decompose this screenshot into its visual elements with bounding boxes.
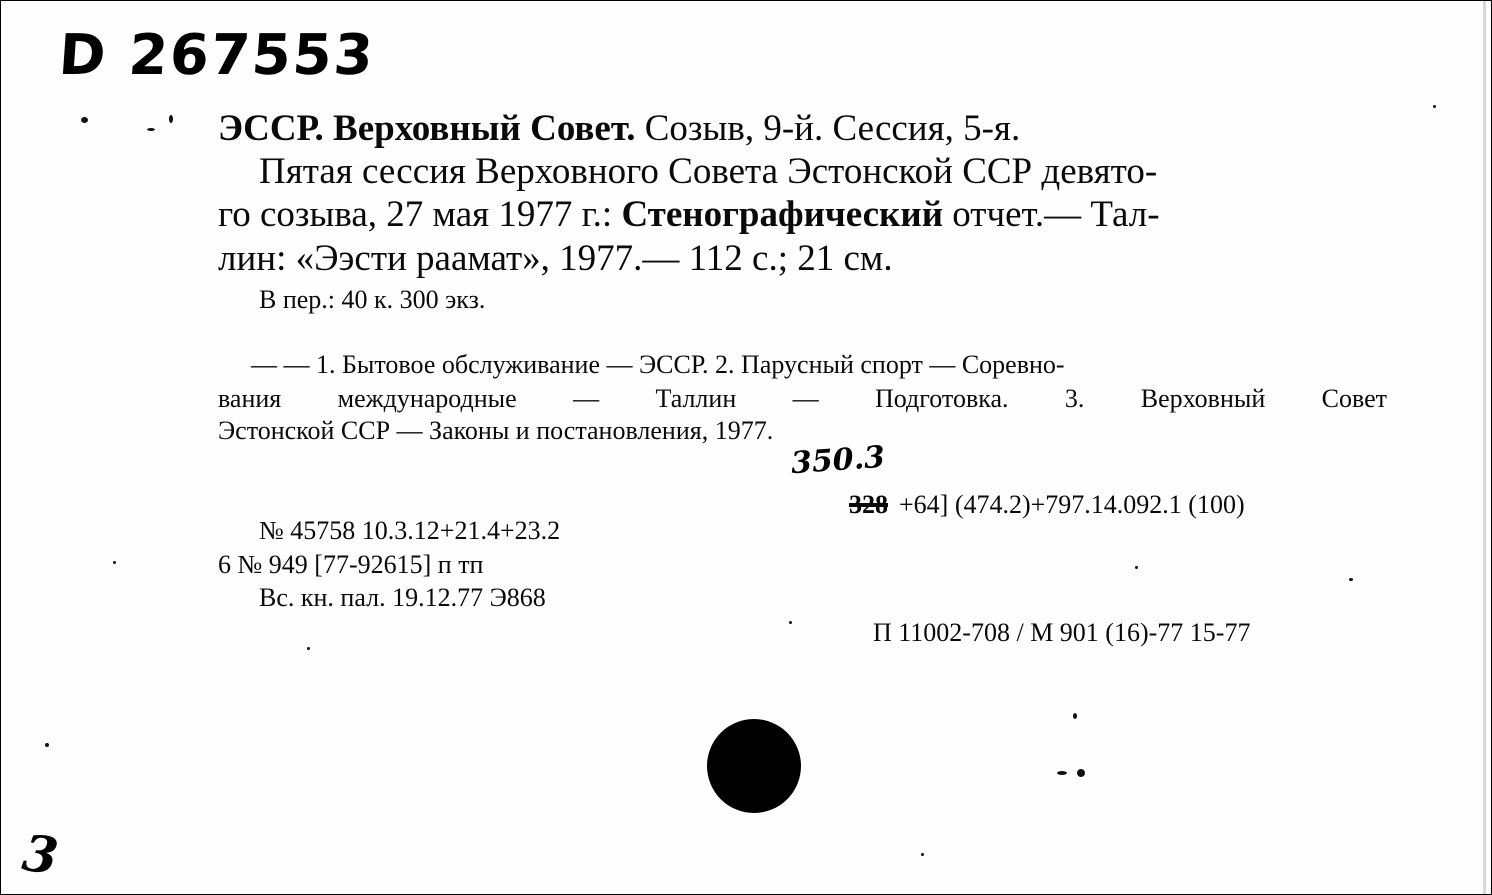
price-line: В пер.: 40 к. 300 экз. (259, 285, 486, 314)
scan-speck (45, 743, 49, 747)
scan-speck (921, 853, 924, 856)
title-line-2-pre: го созыва, 27 мая 1977 г.: (218, 194, 622, 235)
scan-speck (1433, 105, 1436, 108)
handwritten-class-number: 350.3 (789, 439, 887, 482)
subjects-line-2: вания международные — Таллин — Подготовка. 3. Верховный Совет (218, 384, 1387, 413)
scan-speck (1349, 578, 1353, 581)
print-code: П 11002-708 / М 901 (16)-77 15-77 (873, 618, 1251, 647)
scan-speck (307, 647, 310, 650)
inventory-number: D 267553 (56, 23, 378, 88)
scan-speck (169, 115, 173, 123)
corner-handwritten-mark: 3 (19, 822, 62, 887)
record-number-line: № 45758 10.3.12+21.4+23.2 (259, 516, 561, 545)
scan-speck (1073, 713, 1077, 719)
title-line-2-bold: Стенографический (621, 194, 944, 235)
scan-speck (789, 621, 792, 624)
heading-bold: ЭССР. Верховный Совет. (218, 108, 636, 149)
title-line-2-post: отчет.— Тал- (943, 194, 1160, 235)
punch-hole (707, 719, 801, 813)
title-line-1-text: Пятая сессия Верховного Совета Эстонской ССР девято- (259, 151, 1158, 192)
scan-edge (1483, 1, 1486, 894)
title-line-2 (218, 193, 1160, 237)
scan-speck (113, 561, 116, 564)
subjects-line-3: Эстонской ССР — Законы и постановления, 1977. (218, 416, 774, 445)
classification-index: +64] (474.2)+797.14.092.1 (100) (899, 490, 1245, 519)
scan-speck (1057, 771, 1067, 775)
registry-line: 6 № 949 [77-92615] п тп (218, 550, 484, 579)
crossed-out-classification: 328 (849, 490, 888, 519)
title-line-1 (259, 150, 1387, 194)
scan-speck (81, 117, 88, 123)
subjects-line-1: — — 1. Бытовое обслуживание — ЭССР. 2. Парусный спорт — Соревно- (251, 350, 1065, 379)
scan-speck (1077, 769, 1085, 777)
card-heading (218, 107, 1020, 151)
scan-speck (147, 128, 155, 131)
title-line-3: лин: «Ээсти раамат», 1977.— 112 с.; 21 см. (218, 238, 893, 279)
heading-rest: Созыв, 9-й. Сессия, 5-я. (635, 108, 1021, 149)
chamber-line: Вс. кн. пал. 19.12.77 Э868 (259, 583, 546, 612)
scan-speck (1135, 566, 1138, 569)
